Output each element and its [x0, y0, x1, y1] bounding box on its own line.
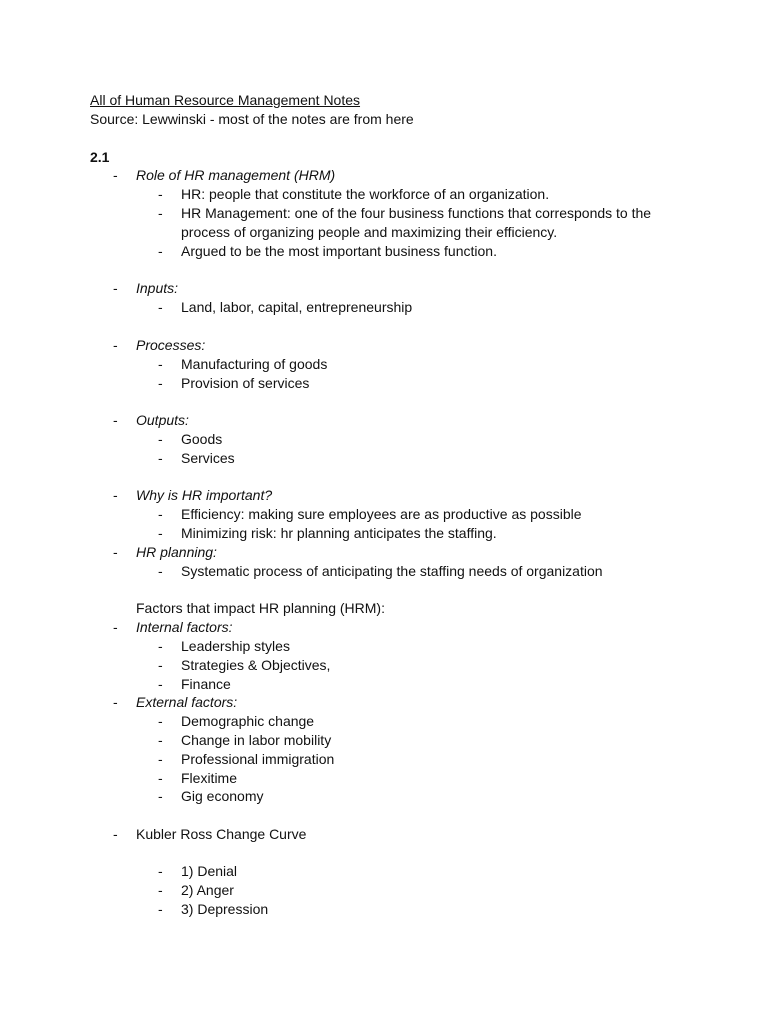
bullet-dash: -	[113, 694, 118, 710]
role-item: HR: people that constitute the workforce of an organization.	[181, 186, 550, 202]
outputs-item: Goods	[181, 431, 223, 447]
bullet-dash: -	[158, 788, 163, 804]
processes-item: Manufacturing of goods	[181, 356, 328, 372]
list-item-why-heading	[0, 486, 768, 505]
bullet-dash: -	[158, 563, 163, 579]
bullet-dash: -	[158, 356, 163, 372]
why-item: Efficiency: making sure employees are as productive as possible	[181, 506, 582, 522]
bullet-dash: -	[158, 770, 163, 786]
bullet-dash: -	[158, 375, 163, 391]
bullet-dash: -	[158, 506, 163, 522]
section-number: 2.1	[90, 149, 110, 165]
bullet-dash: -	[113, 167, 118, 183]
sub-list-item	[0, 881, 768, 900]
kubler-item: 1) Denial	[181, 863, 238, 879]
role-item: HR Management: one of the four business functions that corresponds to the	[181, 205, 652, 221]
sub-list-item	[0, 185, 768, 204]
sub-list-item	[0, 204, 768, 223]
sub-list-item	[0, 505, 768, 524]
bullet-dash: -	[113, 619, 118, 635]
sub-list-item	[0, 524, 768, 543]
internal-item: Leadership styles	[181, 638, 290, 654]
external-item: Professional immigration	[181, 751, 335, 767]
sub-list-item	[0, 355, 768, 374]
bullet-dash: -	[113, 412, 118, 428]
bullet-dash: -	[158, 676, 163, 692]
internal-heading: Internal factors:	[136, 619, 233, 635]
document-title-line	[0, 91, 768, 110]
internal-item: Finance	[181, 676, 231, 692]
bullet-dash: -	[158, 431, 163, 447]
external-heading: External factors:	[136, 694, 238, 710]
sub-list-item	[0, 769, 768, 788]
bullet-dash: -	[158, 525, 163, 541]
kubler-item: 2) Anger	[181, 882, 234, 898]
role-heading: Role of HR management (HRM)	[136, 167, 336, 183]
sub-list-item	[0, 562, 768, 581]
bullet-dash: -	[158, 882, 163, 898]
factors-intro: Factors that impact HR planning (HRM):	[136, 600, 385, 616]
sub-list-item	[0, 242, 768, 261]
factors-intro-line	[0, 599, 768, 618]
bullet-dash: -	[113, 337, 118, 353]
outputs-heading: Outputs:	[136, 412, 189, 428]
sub-list-item	[0, 675, 768, 694]
external-item: Flexitime	[181, 770, 238, 786]
why-item: Minimizing risk: hr planning anticipates the staffing.	[181, 525, 497, 541]
bullet-dash: -	[158, 186, 163, 202]
bullet-dash: -	[158, 713, 163, 729]
sub-list-item	[0, 787, 768, 806]
list-item-processes-heading	[0, 336, 768, 355]
external-item: Demographic change	[181, 713, 315, 729]
bullet-dash: -	[158, 657, 163, 673]
source-note: Source: Lewwinski - most of the notes are from here	[90, 111, 414, 127]
sub-list-item	[0, 862, 768, 881]
sub-list-item	[0, 656, 768, 675]
section-heading-line	[0, 148, 768, 167]
external-item: Change in labor mobility	[181, 732, 332, 748]
bullet-dash: -	[158, 638, 163, 654]
sub-list-item	[0, 900, 768, 919]
source-line	[0, 110, 768, 129]
bullet-dash: -	[158, 901, 163, 917]
sub-list-item-continuation	[0, 223, 768, 242]
list-item-role-heading	[0, 166, 768, 185]
sub-list-item	[0, 374, 768, 393]
sub-list-item	[0, 298, 768, 317]
sub-list-item	[0, 637, 768, 656]
bullet-dash: -	[113, 487, 118, 503]
bullet-dash: -	[158, 732, 163, 748]
processes-heading: Processes:	[136, 337, 206, 353]
role-item: Argued to be the most important business function.	[181, 243, 497, 259]
list-item-planning-heading	[0, 543, 768, 562]
bullet-dash: -	[158, 299, 163, 315]
kubler-item: 3) Depression	[181, 901, 269, 917]
bullet-dash: -	[158, 751, 163, 767]
list-item-inputs-heading	[0, 279, 768, 298]
kubler-heading: Kubler Ross Change Curve	[136, 826, 307, 842]
inputs-item: Land, labor, capital, entrepreneurship	[181, 299, 413, 315]
list-item-outputs-heading	[0, 411, 768, 430]
sub-list-item	[0, 430, 768, 449]
role-item-continuation: process of organizing people and maximizing their efficiency.	[181, 224, 558, 240]
sub-list-item	[0, 750, 768, 769]
list-item-kubler-heading	[0, 825, 768, 844]
internal-item: Strategies & Objectives,	[181, 657, 331, 673]
planning-heading: HR planning:	[136, 544, 217, 560]
list-item-external-heading	[0, 693, 768, 712]
document-title: All of Human Resource Management Notes	[90, 92, 361, 108]
bullet-dash: -	[158, 205, 163, 221]
sub-list-item	[0, 731, 768, 750]
why-heading: Why is HR important?	[136, 487, 273, 503]
list-item-internal-heading	[0, 618, 768, 637]
processes-item: Provision of services	[181, 375, 310, 391]
bullet-dash: -	[158, 450, 163, 466]
sub-list-item	[0, 712, 768, 731]
bullet-dash: -	[158, 243, 163, 259]
bullet-dash: -	[113, 280, 118, 296]
planning-item: Systematic process of anticipating the staffing needs of organization	[181, 563, 603, 579]
bullet-dash: -	[113, 826, 118, 842]
inputs-heading: Inputs:	[136, 280, 179, 296]
outputs-item: Services	[181, 450, 235, 466]
sub-list-item	[0, 449, 768, 468]
external-item: Gig economy	[181, 788, 264, 804]
bullet-dash: -	[158, 863, 163, 879]
bullet-dash: -	[113, 544, 118, 560]
